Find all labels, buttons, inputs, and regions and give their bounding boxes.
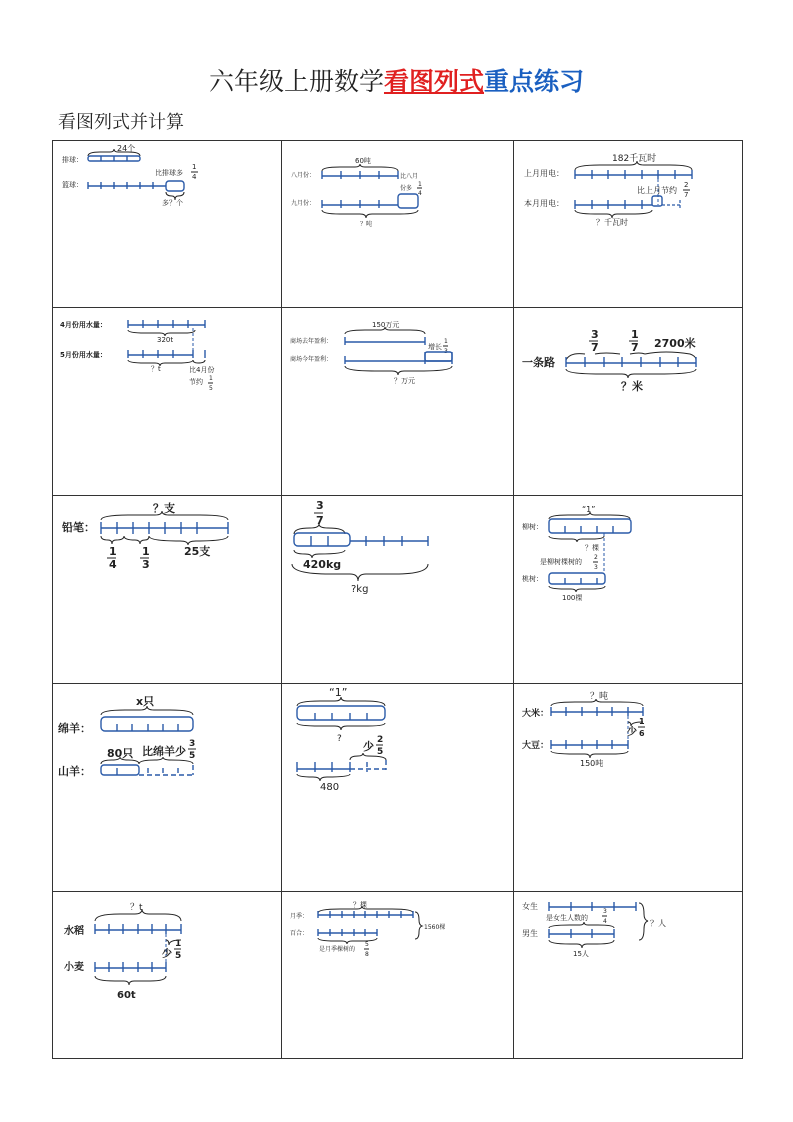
diagram-7 — [62, 501, 228, 571]
p6-frac2-num: 1 — [631, 328, 639, 341]
diagram-2 — [291, 156, 422, 228]
p14-total: 1560棵 — [424, 924, 446, 931]
p4-save-text-2: 节约 — [189, 378, 203, 386]
diagram-5 — [290, 321, 452, 385]
p3-question: ？千瓦时 — [596, 218, 628, 227]
diagram-8 — [292, 499, 428, 595]
p7-label-pencil: 铅笔： — [62, 521, 95, 534]
p14-frac-num: 5 — [365, 941, 369, 948]
p15-label-boys: 男生 — [522, 929, 538, 938]
p12-label-rice: 大米： — [522, 709, 550, 719]
p6-frac1-den: 7 — [591, 341, 599, 354]
p11-one-label: “1” — [329, 686, 348, 699]
title-highlight-blue: 重点练习 — [484, 67, 585, 96]
p15-ratio-text: 是女生人数的 — [546, 914, 588, 922]
p6-question: ？米 — [621, 380, 643, 393]
diagram-15 — [522, 901, 666, 958]
diagram-1 — [62, 143, 198, 207]
p13-value: 60t — [117, 990, 136, 1001]
p8-bar-part — [294, 533, 350, 546]
section-subtitle: 看图列式并计算 — [58, 112, 184, 133]
p7-remaining: 25支 — [184, 545, 211, 558]
p4-label-april: 4月份用水量： — [60, 321, 107, 329]
diagram-10 — [58, 695, 196, 778]
p4-frac-num: 1 — [209, 375, 213, 382]
title-prefix: 六年级上册数学 — [208, 67, 384, 96]
p1-frac-num: 1 — [192, 163, 197, 171]
p2-more-text-2: 份多 — [400, 185, 413, 192]
p11-question: ? — [337, 734, 342, 744]
p12-less-text: 少 — [627, 727, 637, 738]
p8-question: ?kg — [351, 584, 369, 595]
p6-frac2-den: 7 — [631, 341, 639, 354]
p12-frac-den: 6 — [639, 729, 645, 738]
p14-label-rose: 月季： — [290, 913, 309, 920]
p9-label-peach: 桃树： — [522, 575, 543, 583]
p5-increase-text: 增长 — [428, 343, 442, 351]
p3-frac-den: 7 — [684, 191, 689, 199]
p3-label-this-month: 本月用电： — [524, 199, 564, 208]
p9-ratio-text: 是柳树棵树的 — [540, 558, 582, 566]
p1-frac-den: 4 — [192, 173, 197, 181]
p10-value: 80只 — [107, 747, 134, 760]
p12-label-soybean: 大豆： — [522, 741, 550, 751]
p2-frac-num: 1 — [418, 181, 422, 188]
p13-frac-num: 1 — [175, 939, 182, 949]
p2-frac-den: 4 — [418, 190, 422, 197]
p6-length: 2700米 — [654, 337, 696, 350]
p4-frac-den: 5 — [209, 385, 213, 392]
p7-frac1-den: 4 — [109, 558, 117, 571]
p15-value: 15人 — [573, 950, 589, 958]
p3-frac-num: 2 — [684, 181, 689, 189]
p13-label-rice: 水稻 — [64, 926, 84, 937]
p9-question: ？棵 — [585, 544, 599, 552]
p7-frac2-num: 1 — [142, 545, 150, 558]
p7-frac1-num: 1 — [109, 545, 117, 558]
p14-question: ？棵 — [353, 901, 367, 909]
p14-ratio-text: 是月季棵树的 — [319, 946, 356, 953]
p8-frac-den: 7 — [316, 514, 324, 527]
diagram-9 — [522, 505, 631, 602]
diagram-6 — [522, 328, 696, 393]
p2-question: ？吨 — [360, 221, 373, 228]
p15-label-girls: 女生 — [522, 902, 538, 911]
p10-x-label: x只 — [136, 695, 155, 708]
diagram-14 — [290, 900, 445, 958]
diagram-13 — [64, 902, 181, 1001]
p12-question: ？吨 — [590, 692, 609, 702]
p3-save-text: 比上月节约 — [637, 186, 677, 195]
p3-top-label: 182千瓦时 — [612, 154, 657, 164]
p4-value: 320t — [157, 336, 174, 344]
p10-bar-goat — [101, 765, 139, 775]
p15-frac-den: 4 — [603, 918, 607, 925]
p11-frac-den: 5 — [377, 747, 384, 757]
p10-bar-sheep — [101, 717, 193, 731]
p10-frac-den: 5 — [189, 751, 196, 761]
p15-frac-num: 3 — [603, 908, 607, 915]
p9-frac-num: 2 — [594, 554, 598, 561]
p4-label-may: 5月份用水量： — [60, 351, 107, 359]
p9-bar-willow — [549, 519, 631, 533]
p5-top-label: 150万元 — [372, 321, 400, 329]
p10-frac-num: 3 — [189, 739, 196, 749]
p5-frac-num: 1 — [444, 338, 448, 345]
p13-frac-den: 5 — [175, 951, 182, 961]
p1-label-volleyball: 排球： — [62, 156, 83, 164]
p13-less-text: 少 — [162, 949, 172, 960]
p13-label-wheat: 小麦 — [64, 962, 84, 973]
p9-label-willow: 柳树： — [522, 523, 543, 531]
p14-label-lily: 百合： — [290, 930, 309, 937]
p5-label-last-year: 商场去年盈利： — [290, 338, 333, 345]
p12-frac-num: 1 — [639, 717, 645, 726]
diagram-12 — [522, 690, 645, 768]
p2-top-label: 60吨 — [355, 157, 371, 165]
p9-value: 100棵 — [562, 594, 583, 602]
p5-frac-den: 3 — [444, 348, 448, 355]
title-highlight-red: 看图列式 — [383, 67, 484, 96]
diagram-11 — [297, 686, 386, 793]
diagram-4 — [60, 320, 214, 392]
p15-question: ？人 — [650, 919, 666, 928]
p8-value: 420kg — [303, 558, 342, 571]
p1-label-basketball: 篮球： — [62, 181, 83, 189]
p7-frac2-den: 3 — [142, 558, 150, 571]
p9-one-label: “1” — [582, 505, 596, 514]
p11-value: 480 — [320, 782, 340, 793]
p2-more-text-1: 比八月 — [400, 173, 419, 180]
p6-frac1-num: 3 — [591, 328, 599, 341]
p12-value: 150吨 — [580, 759, 604, 768]
p5-label-this-year: 商场今年盈利： — [290, 356, 333, 363]
p5-question: ？万元 — [394, 377, 415, 385]
p10-label-goat: 山羊： — [58, 765, 91, 778]
p11-frac-num: 2 — [377, 735, 384, 745]
p11-bar-whole — [297, 706, 385, 720]
p2-label-august: 八月份： — [291, 172, 316, 179]
p1-more-text: 比排球多 — [155, 169, 183, 177]
p14-frac-den: 8 — [365, 951, 369, 958]
p10-label-sheep: 绵羊： — [58, 722, 91, 735]
p2-label-september: 九月份： — [291, 200, 316, 207]
p9-frac-den: 3 — [594, 564, 598, 571]
diagram-3 — [524, 152, 692, 227]
p13-question: ？t — [130, 903, 143, 913]
p10-less-text: 比绵羊少 — [142, 745, 186, 758]
p7-question: ？支 — [153, 502, 175, 515]
p1-question: 多？个 — [162, 199, 183, 207]
p8-frac-num: 3 — [316, 499, 324, 512]
p11-less-text: 少 — [363, 740, 374, 753]
p4-question: ？t — [151, 365, 161, 373]
p6-label-road: 一条路 — [522, 356, 555, 369]
p1-top-label: 24个 — [117, 144, 136, 153]
p4-save-text-1: 比4月份 — [189, 366, 215, 374]
p3-label-last-month: 上月用电： — [524, 169, 564, 178]
